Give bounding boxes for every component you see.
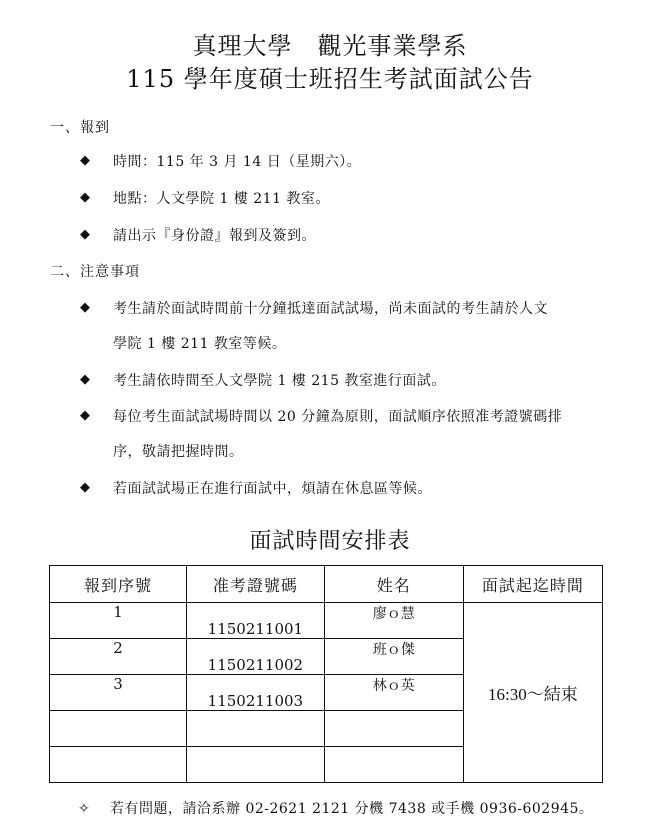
- announcement-title: 115 學年度碩士班招生考試面試公告: [126, 65, 534, 93]
- contact-note: [78, 798, 593, 820]
- empty-cell: [50, 711, 187, 747]
- header-admission-ticket: 准考證號碼: [187, 566, 325, 603]
- empty-cell: [324, 711, 463, 747]
- note-2: 考生請依時間至人文學院 1 樓 215 教室進行面試。: [113, 373, 446, 389]
- checkin-id-requirement: 請出示『身份證』報到及簽到。: [113, 228, 316, 244]
- bullet-icon: ◆: [80, 227, 90, 242]
- contact-text: 若有問題，請洽系辦 02-2621 2121 分機 7438 或手機 0936-602945。: [110, 801, 594, 817]
- empty-cell: [50, 747, 187, 783]
- bullet-icon: ◆: [80, 372, 90, 387]
- table-row: [50, 603, 603, 639]
- note-1-line-1: 考生請於面試時間前十分鐘抵達面試試場，尚未面試的考生請於人文: [113, 301, 548, 317]
- checkin-number-cell: 3: [50, 675, 187, 711]
- schedule-title: 面試時間安排表: [249, 529, 411, 554]
- note-3-line-1: 每位考生面試試場時間以 20 分鐘為原則，面試順序依照准考證號碼排: [113, 409, 563, 425]
- admission-ticket-cell: 1150211003: [187, 675, 325, 711]
- checkin-time: 時間：115 年 3 月 14 日（星期六）。: [113, 154, 362, 170]
- admission-ticket-cell: 1150211001: [187, 603, 325, 639]
- sparkle-icon: ✧: [78, 801, 91, 817]
- empty-cell: [187, 711, 325, 747]
- section-heading-notes: 二、注意事項: [50, 264, 140, 280]
- interview-time-cell: 16:30～結束: [463, 603, 602, 783]
- header-interview-time: 面試起迄時間: [463, 566, 602, 603]
- header-checkin-number: 報到序號: [50, 566, 187, 603]
- checkin-number-cell: 1: [50, 603, 187, 639]
- candidate-name-cell: 林ｏ英: [324, 675, 463, 711]
- checkin-number-cell: 2: [50, 639, 187, 675]
- admission-ticket-cell: 1150211002: [187, 639, 325, 675]
- empty-cell: [324, 747, 463, 783]
- header-name: 姓名: [324, 566, 463, 603]
- bullet-icon: ◆: [80, 153, 90, 168]
- candidate-name-cell: 廖ｏ慧: [324, 603, 463, 639]
- table-header-row: [50, 566, 603, 603]
- bullet-icon: ◆: [80, 480, 90, 495]
- note-4: 若面試試場正在進行面試中，煩請在休息區等候。: [113, 481, 432, 497]
- candidate-name-cell: 班ｏ傑: [324, 639, 463, 675]
- note-1-line-2: 學院 1 樓 211 教室等候。: [113, 336, 287, 352]
- bullet-icon: ◆: [80, 408, 90, 423]
- empty-cell: [187, 747, 325, 783]
- note-3-line-2: 序，敬請把握時間。: [113, 444, 244, 460]
- bullet-icon: ◆: [80, 190, 90, 205]
- bullet-icon: ◆: [80, 300, 90, 315]
- section-heading-checkin: 一、報到: [50, 120, 110, 136]
- checkin-location: 地點：人文學院 1 樓 211 教室。: [113, 191, 330, 207]
- interview-schedule-table: [49, 565, 603, 783]
- university-department-title: 真理大學 觀光事業學系: [192, 32, 468, 60]
